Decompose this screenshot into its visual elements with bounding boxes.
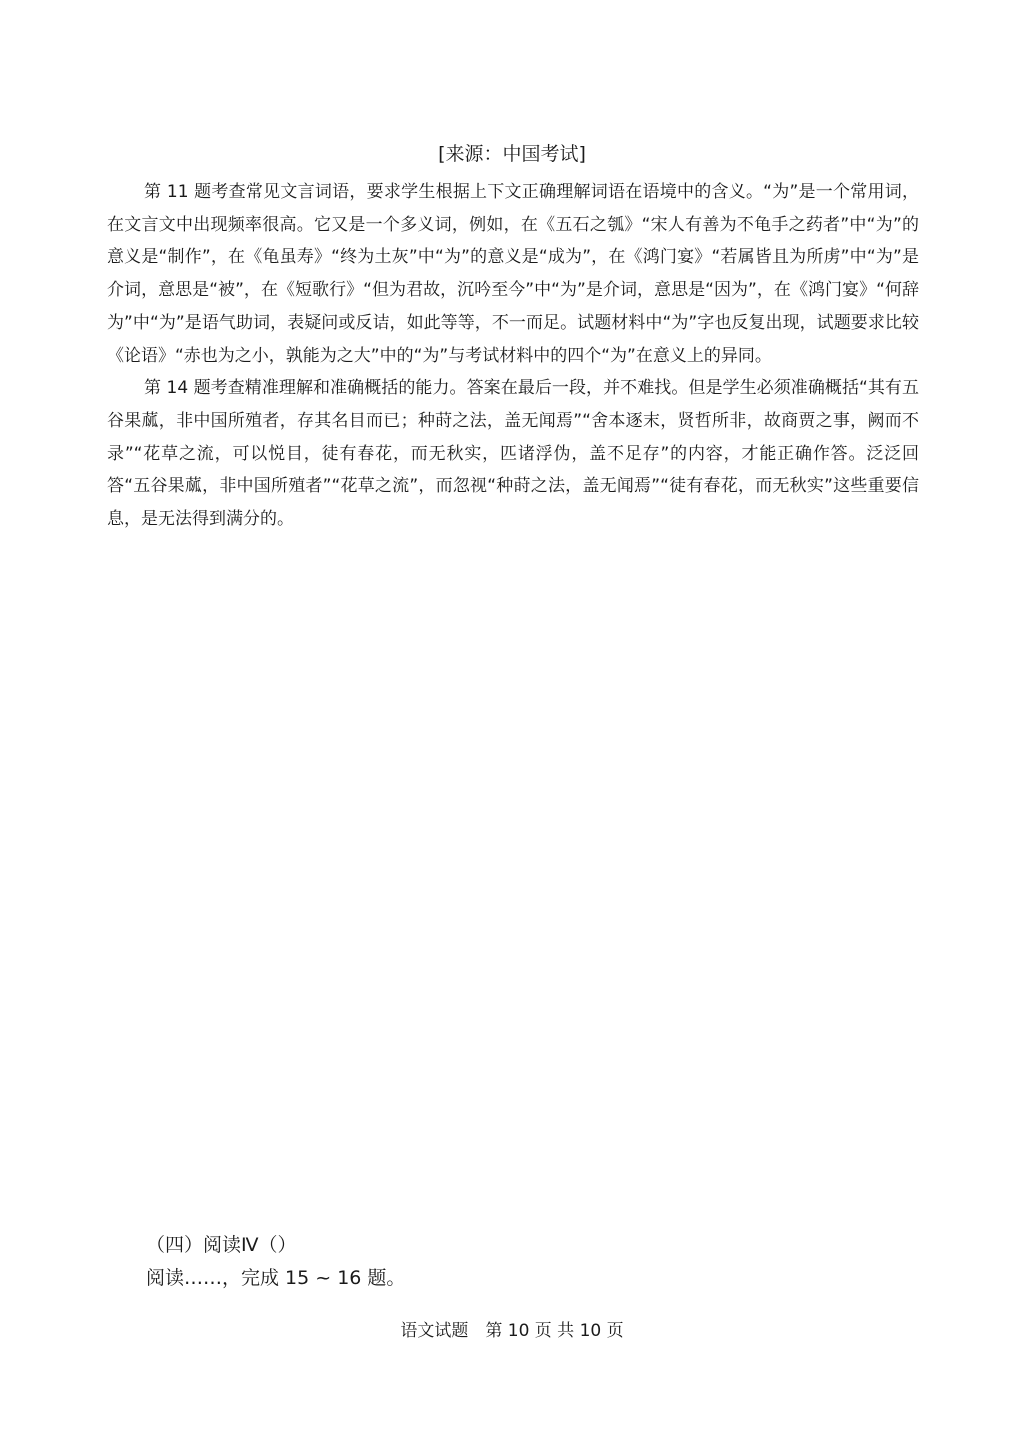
section-heading: （四）阅读Ⅳ（） (146, 1234, 297, 1256)
source-line: [来源：中国考试] (438, 143, 586, 165)
paragraph-question-11: 第 11 题考查常见文言词语，要求学生根据上下文正确理解词语在语境中的含义。“为”是一个常用词，在文言文中出现频率很高。它又是一个多义词，例如，在《五石之瓠》“宋人有善为不龟手之药者”中“为”的意义是“制作”，在《龟虽寿》“终为土灰”中“为”的意义是“成为”，在《鸿门宴》“若属皆且为所虏”中“为”是介词，意思是“被”，在《短歌行》“但为君故，沉吟至今”中“为”是介词，意思是“因为”，在《鸿门宴》“何辞为”中“为”是语气助词，表疑问或反诘，如此等等，不一而足。试题材料中“为”字也反复出现，试题要求比较《论语》“赤也为之小，孰能为之大”中的“为”与考试材料中的四个“为”在意义上的异同。 (107, 182, 919, 366)
analysis-text (107, 176, 919, 536)
page-footer: 语文试题 第 10 页 共 10 页 (400, 1321, 624, 1341)
paragraph-question-14: 第 14 题考查精准理解和准确概括的能力。答案在最后一段，并不难找。但是学生必须准确概括“其有五谷果蓏，非中国所殖者，存其名目而已；种莳之法，盖无闻焉”“舍本逐末，贤哲所非，故商贾之事，阙而不录”“花草之流，可以悦目，徒有春花，而无秋实，匹诸浮伪，盖不足存”的内容，才能正确作答。泛泛回答“五谷果蓏，非中国所殖者”“花草之流”，而忽视“种莳之法，盖无闻焉”“徒有春花，而无秋实”这些重要信息，是无法得到满分的。 (107, 378, 919, 530)
section-instruction: 阅读……，完成 15 ~ 16 题。 (146, 1267, 406, 1289)
